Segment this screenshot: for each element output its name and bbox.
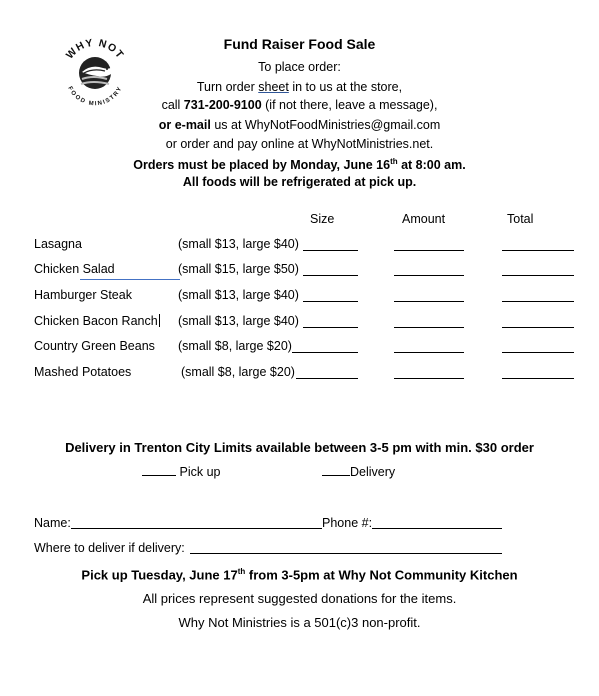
menu-row (0, 339, 599, 357)
delivery-notice: Delivery in Trenton City Limits available between 3-5 pm with min. $30 order (65, 440, 534, 455)
amount-blank[interactable] (394, 327, 464, 328)
header-line-3 (0, 96, 599, 114)
phone-label: Phone #: (322, 516, 373, 530)
item-price: (small $13, large $40) (178, 237, 299, 251)
refrigeration-note: All foods will be refrigerated at pick up. (182, 175, 417, 189)
page-title: Fund Raiser Food Sale (223, 36, 376, 52)
item-name (34, 314, 160, 328)
spellcheck-underline (80, 276, 180, 280)
column-size: Size (310, 212, 335, 226)
order-deadline (0, 153, 599, 174)
address-field[interactable] (190, 553, 502, 554)
total-blank[interactable] (502, 250, 574, 251)
item-price: (small $15, large $50) (178, 262, 299, 276)
item-name: Hamburger Steak (34, 288, 132, 302)
sheet-word: sheet (258, 80, 289, 94)
deadline-pre: Orders must be placed by Monday, June 16 (133, 158, 391, 173)
pickup-blank[interactable] (142, 464, 176, 476)
item-price: (small $13, large $40) (178, 288, 299, 302)
pickup-option[interactable] (142, 464, 220, 479)
nonprofit-note: Why Not Ministries is a 501(c)3 non-profit. (178, 615, 421, 630)
text-cursor (159, 314, 160, 327)
amount-blank[interactable] (394, 275, 464, 276)
name-field[interactable] (71, 528, 322, 529)
prices-note: All prices represent suggested donations for the items. (142, 591, 457, 606)
header-line-2 (0, 78, 599, 96)
item-price: (small $13, large $40) (178, 314, 299, 328)
total-blank[interactable] (502, 301, 574, 302)
amount-blank[interactable] (394, 352, 464, 353)
size-blank[interactable] (292, 352, 358, 353)
total-blank[interactable] (502, 275, 574, 276)
item-price: (small $8, large $20) (181, 365, 295, 379)
size-blank[interactable] (303, 275, 358, 276)
phone-field[interactable] (372, 528, 502, 529)
size-blank[interactable] (303, 301, 358, 302)
logo-bottom-text: FOOD MINISTRY (66, 85, 124, 108)
total-blank[interactable] (502, 352, 574, 353)
phone-number: 731-200-9100 (183, 98, 262, 112)
total-blank[interactable] (502, 378, 574, 379)
delivery-option[interactable] (322, 464, 395, 479)
menu-row (0, 288, 599, 306)
amount-blank[interactable] (394, 378, 464, 379)
header-line-4 (0, 116, 599, 134)
menu-row (0, 237, 599, 255)
logo-top-text: WHY NOT (63, 36, 127, 62)
address-label: Where to deliver if delivery: (34, 541, 185, 555)
header-line-2-pre: Turn order (196, 80, 259, 94)
pickup-details (0, 567, 599, 582)
item-name: Chicken Salad (34, 262, 115, 276)
menu-row (0, 365, 599, 383)
column-amount: Amount (402, 212, 446, 226)
menu-row (0, 314, 599, 332)
header-line-1: To place order: (258, 60, 341, 74)
header-line-3-pre: call (161, 98, 184, 112)
amount-blank[interactable] (394, 250, 464, 251)
email-address: us at WhyNotFoodMinistries@gmail.com (210, 118, 441, 132)
or-email-label: or e-mail (158, 118, 211, 132)
pickup-details-post: from 3-5pm at Why Not Community Kitchen (245, 567, 518, 583)
amount-blank[interactable] (394, 301, 464, 302)
delivery-label: Delivery (350, 465, 396, 479)
size-blank[interactable] (296, 378, 358, 379)
item-name: Lasagna (34, 237, 82, 251)
column-total: Total (507, 212, 534, 226)
pickup-label: Pick up (179, 465, 221, 479)
header-line-2-post: in to us at the store, (288, 80, 403, 94)
pickup-details-pre: Pick up Tuesday, June 17 (81, 567, 238, 583)
header-line-3-post: (if not there, leave a message), (261, 98, 438, 112)
item-name: Mashed Potatoes (34, 365, 132, 379)
item-price: (small $8, large $20) (178, 339, 292, 353)
deadline-post: at 8:00 am. (397, 158, 466, 173)
size-blank[interactable] (303, 327, 358, 328)
item-name: Country Green Beans (34, 339, 155, 353)
header-line-5: or order and pay online at WhyNotMinistries.net. (165, 137, 434, 151)
pickup-details-sup: th (237, 567, 246, 576)
delivery-blank[interactable] (322, 464, 350, 476)
size-blank[interactable] (303, 250, 358, 251)
total-blank[interactable] (502, 327, 574, 328)
item-name-text: Chicken Bacon Ranch (34, 314, 158, 328)
name-label: Name: (34, 516, 71, 530)
deadline-sup: th (390, 157, 398, 166)
